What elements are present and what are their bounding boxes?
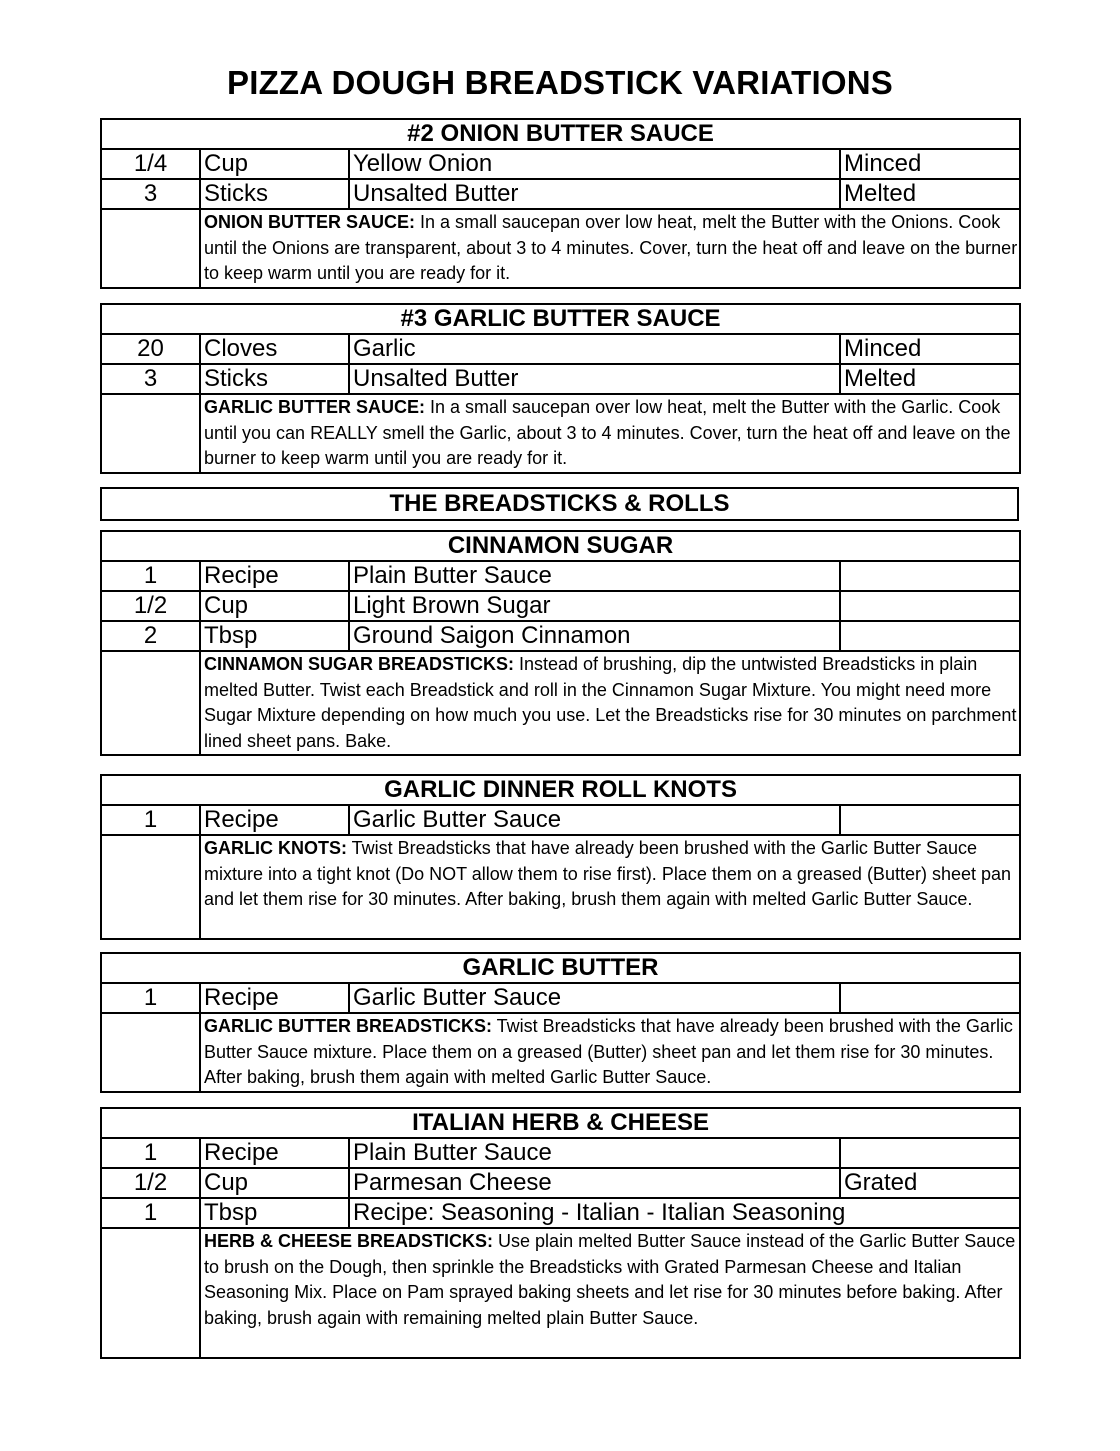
ingredient-name: Yellow Onion (349, 149, 840, 179)
ingredient-name: Parmesan Cheese (349, 1168, 840, 1198)
note-spacer (101, 835, 200, 939)
recipe-instructions (200, 651, 1020, 755)
ingredient-row (101, 621, 1020, 651)
recipe-instructions (200, 835, 1020, 939)
garlic-butter-sauce-table (100, 303, 1021, 474)
ingredient-prep (840, 805, 1020, 835)
instructions-label: GARLIC KNOTS: (204, 838, 347, 858)
ingredient-prep: Grated (840, 1168, 1020, 1198)
ingredient-quantity: 3 (101, 364, 200, 394)
instructions-text: Instead of brushing, dip the untwisted Breadsticks in plain melted Butter. Twist each Breadstick and roll in the Cinnamon Sugar Mixture. You might need more Sugar Mixture depending on how much you use. Let the Breadsticks rise for 30 minutes on parchment lined sheet pans. Bake. (204, 654, 1017, 751)
ingredient-prep (840, 561, 1020, 591)
ingredient-name: Garlic (349, 334, 840, 364)
ingredient-name: Unsalted Butter (349, 364, 840, 394)
ingredient-quantity: 3 (101, 179, 200, 209)
ingredient-unit: Tbsp (200, 1198, 349, 1228)
ingredient-row (101, 805, 1020, 835)
cinnamon-sugar-table (100, 530, 1021, 756)
ingredient-quantity: 2 (101, 621, 200, 651)
ingredient-quantity: 20 (101, 334, 200, 364)
instructions-text: In a small saucepan over low heat, melt the Butter with the Garlic. Cook until you can REALLY smell the Garlic, about 3 to 4 minutes. Cover, turn the heat off and leave on the burner to keep warm until you are ready for it. (204, 397, 1011, 468)
recipe-instructions (200, 209, 1020, 288)
instructions-text: Twist Breadsticks that have already been brushed with the Garlic Butter Sauce mixture. Place them on a greased (Butter) sheet pan and let them rise for 30 minutes. After baking, brush them again with melted Garlic Butter Sauce. (204, 1016, 1013, 1087)
herb-cheese-table (100, 1107, 1021, 1359)
ingredient-unit: Recipe (200, 561, 349, 591)
ingredient-name: Garlic Butter Sauce (349, 983, 840, 1013)
ingredient-name: Unsalted Butter (349, 179, 840, 209)
garlic-butter-table (100, 952, 1021, 1093)
garlic-knots-table (100, 774, 1021, 940)
page-title: PIZZA DOUGH BREADSTICK VARIATIONS (227, 64, 893, 101)
ingredient-quantity: 1/2 (101, 591, 200, 621)
ingredient-quantity: 1/2 (101, 1168, 200, 1198)
ingredient-row (101, 334, 1020, 364)
ingredient-name: Garlic Butter Sauce (349, 805, 840, 835)
note-spacer (101, 209, 200, 288)
instructions-text: In a small saucepan over low heat, melt the Butter with the Onions. Cook until the Onions are transparent, about 3 to 4 minutes. Cover, turn the heat off and leave on the burner to keep warm until you are ready for it. (204, 212, 1018, 283)
ingredient-unit: Sticks (200, 179, 349, 209)
ingredient-prep (840, 591, 1020, 621)
ingredient-prep (840, 621, 1020, 651)
note-spacer (101, 394, 200, 473)
instructions-label: GARLIC BUTTER BREADSTICKS: (204, 1016, 492, 1036)
onion-butter-sauce-table (100, 118, 1021, 289)
ingredient-name: Light Brown Sugar (349, 591, 840, 621)
recipe-instructions (200, 1013, 1020, 1092)
note-spacer (101, 1228, 200, 1358)
ingredient-row (101, 179, 1020, 209)
recipe-heading: CINNAMON SUGAR (101, 531, 1020, 561)
ingredient-unit: Sticks (200, 364, 349, 394)
ingredient-unit: Cup (200, 1168, 349, 1198)
ingredient-prep: Melted (840, 179, 1020, 209)
ingredient-prep (840, 1138, 1020, 1168)
recipe-heading: #2 ONION BUTTER SAUCE (101, 119, 1020, 149)
ingredient-unit: Recipe (200, 1138, 349, 1168)
recipe-heading: GARLIC BUTTER (101, 953, 1020, 983)
ingredient-row (101, 1168, 1020, 1198)
ingredient-unit: Cloves (200, 334, 349, 364)
ingredient-unit: Recipe (200, 983, 349, 1013)
instructions-label: ONION BUTTER SAUCE: (204, 212, 415, 232)
instructions-label: GARLIC BUTTER SAUCE: (204, 397, 425, 417)
ingredient-row (101, 561, 1020, 591)
ingredient-name: Plain Butter Sauce (349, 561, 840, 591)
recipe-instructions (200, 394, 1020, 473)
ingredient-unit: Cup (200, 149, 349, 179)
section-heading: THE BREADSTICKS & ROLLS (101, 488, 1018, 520)
ingredient-row (101, 364, 1020, 394)
ingredient-row (101, 1198, 1020, 1228)
instructions-label: HERB & CHEESE BREADSTICKS: (204, 1231, 494, 1251)
ingredient-unit: Recipe (200, 805, 349, 835)
ingredient-row (101, 591, 1020, 621)
note-spacer (101, 651, 200, 755)
recipe-instructions (200, 1228, 1020, 1358)
ingredient-quantity: 1/4 (101, 149, 200, 179)
ingredient-unit: Tbsp (200, 621, 349, 651)
ingredient-name: Plain Butter Sauce (349, 1138, 840, 1168)
recipe-heading: ITALIAN HERB & CHEESE (101, 1108, 1020, 1138)
ingredient-prep: Melted (840, 364, 1020, 394)
instructions-label: CINNAMON SUGAR BREADSTICKS: (204, 654, 514, 674)
ingredient-quantity: 1 (101, 983, 200, 1013)
ingredient-prep: Minced (840, 334, 1020, 364)
ingredient-quantity: 1 (101, 1198, 200, 1228)
instructions-text: Twist Breadsticks that have already been brushed with the Garlic Butter Sauce mixture into a tight knot (Do NOT allow them to rise first). Place them on a greased (Butter) sheet pan and let them rise for 30 minutes. After baking, brush them again with melted Garlic Butter Sauce. (204, 838, 1012, 909)
ingredient-quantity: 1 (101, 1138, 200, 1168)
breadsticks-section-header (100, 487, 1019, 521)
ingredient-unit: Cup (200, 591, 349, 621)
ingredient-row (101, 1138, 1020, 1168)
instructions-text: Use plain melted Butter Sauce instead of the Garlic Butter Sauce to brush on the Dough, then sprinkle the Breadsticks with Grated Parmesan Cheese and Italian Seasoning Mix. Place on Pam sprayed baking sheets and let rise for 30 minutes before baking. After baking, brush again with remaining melted plain Butter Sauce. (204, 1231, 1016, 1328)
ingredient-quantity: 1 (101, 561, 200, 591)
ingredient-prep: Minced (840, 149, 1020, 179)
ingredient-row (101, 149, 1020, 179)
recipe-heading: #3 GARLIC BUTTER SAUCE (101, 304, 1020, 334)
ingredient-row (101, 983, 1020, 1013)
ingredient-name: Recipe: Seasoning - Italian - Italian Seasoning (349, 1198, 1020, 1228)
note-spacer (101, 1013, 200, 1092)
ingredient-name: Ground Saigon Cinnamon (349, 621, 840, 651)
recipe-heading: GARLIC DINNER ROLL KNOTS (101, 775, 1020, 805)
ingredient-quantity: 1 (101, 805, 200, 835)
ingredient-prep (840, 983, 1020, 1013)
